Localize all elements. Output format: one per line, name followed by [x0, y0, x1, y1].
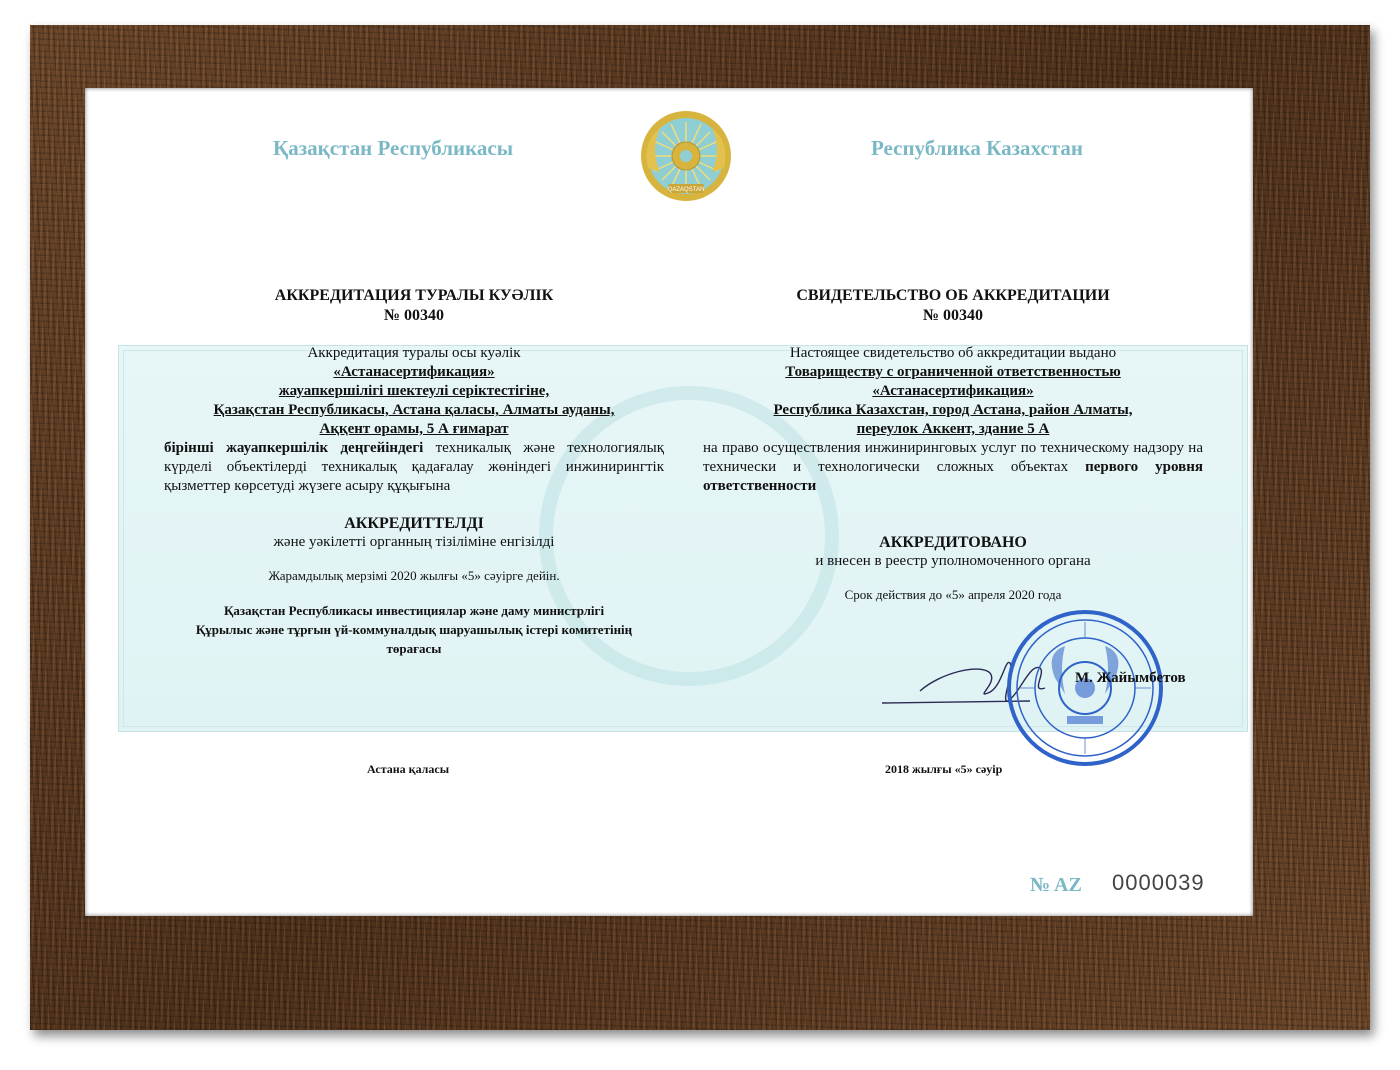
right-scope-bold: первого уровня ответственности	[703, 459, 1203, 494]
signer-name: М. Жайымбетов	[1075, 670, 1186, 686]
left-title: АККРЕДИТАЦИЯ ТУРАЛЫ КУӘЛІК	[274, 287, 554, 304]
left-number: № 00340	[383, 307, 445, 324]
right-scope	[703, 439, 1203, 496]
left-intro: Аккредитация туралы осы куәлік	[307, 345, 521, 361]
left-accredited: АККРЕДИТТЕЛДІ	[344, 515, 484, 532]
left-address-2: Аққент орамы, 5 А ғимарат	[319, 421, 509, 437]
right-org-type: Товариществу с ограниченной ответственностью	[785, 364, 1121, 380]
state-emblem	[638, 106, 734, 206]
left-org-type: жауапкершілігі шектеулі серіктестігіне,	[278, 383, 550, 399]
right-title: СВИДЕТЕЛЬСТВО ОБ АККРЕДИТАЦИИ	[796, 287, 1110, 304]
left-scope-bold: бірінші жауапкершілік деңгейіндегі	[164, 440, 424, 456]
left-validity: Жарамдылық мерзімі 2020 жылғы «5» сәуірге дейін.	[268, 568, 560, 583]
right-column-ru	[703, 286, 1203, 604]
certificate-page	[85, 88, 1253, 916]
issue-date: 2018 жылғы «5» сәуір	[885, 762, 1003, 776]
left-org-name: «Астанасертификация»	[333, 364, 495, 380]
left-column-kz	[164, 286, 664, 658]
official-stamp	[1005, 608, 1165, 768]
right-address-1: Республика Казахстан, город Астана, район Алматы,	[773, 402, 1133, 418]
right-org-name: «Астанасертификация»	[872, 383, 1034, 399]
left-scope-rest: техникалық және технологиялық күрделі объектілерді техникалық қадағалау жөніндегі инжинирингтік қызметтер көрсетуді жүзеге асыру құқығына	[164, 440, 664, 494]
serial-label: № AZ	[1030, 874, 1082, 896]
left-scope	[164, 439, 664, 496]
country-name-ru: Республика Казахстан	[871, 136, 1083, 160]
left-ministry-1: Қазақстан Республикасы инвестициялар және даму министрлігі	[223, 603, 605, 618]
svg-text:QAZAQSTAN: QAZAQSTAN	[667, 187, 705, 193]
serial-number: 0000039	[1112, 870, 1205, 895]
left-registry: және уәкілетті органның тізіліміне енгізілді	[273, 534, 555, 550]
right-number: № 00340	[922, 307, 984, 324]
right-scope-text: на право осуществления инжиниринговых услуг по техническому надзору на технически и технологически сложных объектах	[703, 440, 1203, 475]
right-address-2: переулок Аккент, здание 5 А	[856, 421, 1050, 437]
right-intro: Настоящее свидетельство об аккредитации выдано	[789, 345, 1117, 361]
right-validity: Срок действия до «5» апреля 2020 года	[844, 587, 1062, 602]
country-name-kz: Қазақстан Республикасы	[273, 136, 514, 160]
issue-city: Астана қаласы	[367, 762, 450, 776]
right-accredited: АККРЕДИТОВАНО	[879, 534, 1027, 551]
right-registry: и внесен в реестр уполномоченного органа	[815, 553, 1091, 569]
left-ministry-2: Құрылыс және тұрғын үй-коммуналдық шаруашылық істері комитетінің	[195, 622, 633, 637]
left-ministry-3: төрағасы	[386, 641, 442, 656]
left-address-1: Қазақстан Республикасы, Астана қаласы, Алматы ауданы,	[213, 402, 615, 418]
